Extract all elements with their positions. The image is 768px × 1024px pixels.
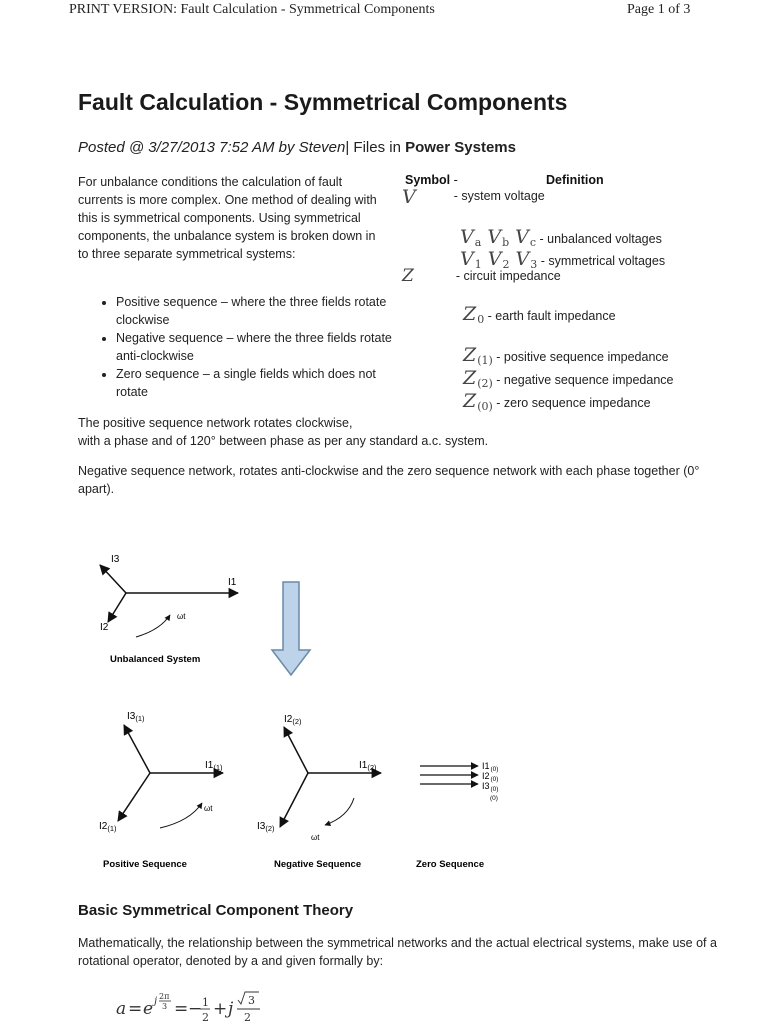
caption-unbalanced: Unbalanced System — [110, 654, 201, 665]
label-i2: I2 — [100, 622, 109, 633]
label-i3-positive: $I3_{(1)}$ — [127, 711, 145, 723]
symbol-row-unbalanced-voltages — [460, 226, 662, 249]
intro-paragraph: For unbalance conditions the calculation of fault currents is more complex. One method of dealing with this is symmetrical components. Using symmetrical components, the unbalance system is broken down in to three separate symmetrical systems: — [78, 175, 377, 261]
caption-positive: Positive Sequence — [103, 859, 187, 870]
svg-text:+: + — [213, 999, 228, 1019]
phasor-i2-negative — [284, 727, 308, 773]
svg-text:2: 2 — [244, 1011, 251, 1024]
label-i3-zero-sub: (0) — [490, 795, 498, 802]
negative-sequence-diagram — [257, 714, 381, 870]
symbol-row-earth-fault — [463, 303, 616, 326]
svg-text:=: = — [174, 999, 189, 1019]
label-i1: I1 — [228, 577, 237, 588]
symbol-z1: $Z_{(1)}$ — [463, 344, 493, 367]
symbol-header — [405, 173, 458, 187]
label-omega-t: ωt — [177, 612, 186, 621]
symbol-definition: - negative sequence impedance — [492, 373, 674, 387]
symbol-v1-v2-v3: $V_1$ $V_2$ $V_3$ — [460, 248, 538, 271]
label-omega-t-positive: ωt — [204, 804, 213, 813]
label-i3: I3 — [111, 554, 120, 565]
rotation-arc-negative — [325, 798, 354, 825]
caption-negative: Negative Sequence — [274, 859, 362, 870]
rotational-operator-formula — [116, 984, 286, 1024]
symbol-z: Z — [402, 266, 414, 286]
unbalanced-system-diagram — [100, 554, 238, 665]
label-i1-zero: $I1_{(0)}$ — [482, 761, 499, 773]
files-in-label: | Files in — [345, 139, 406, 156]
label-i2-negative: $I2_{(2)}$ — [284, 714, 302, 726]
symbol-header-label: Symbol — [405, 173, 451, 187]
symbol-definition: - unbalanced voltages — [536, 232, 662, 246]
positive-sequence-diagram — [99, 711, 223, 870]
posted-line — [78, 139, 516, 156]
list-item: • Positive sequence – where the three fields rotate clockwise — [116, 293, 406, 329]
print-header-title: PRINT VERSION: Fault Calculation - Symmetrical Components — [69, 2, 435, 17]
zero-sequence-diagram — [416, 761, 498, 870]
svg-text:2: 2 — [202, 1011, 209, 1024]
phasor-i2-positive — [118, 773, 150, 821]
section-heading: Basic Symmetrical Component Theory — [78, 902, 354, 919]
svg-text:j: j — [228, 999, 234, 1019]
label-i3-zero: $I3_{(0)}$ — [482, 781, 499, 793]
symbol-row-voltage — [402, 186, 545, 208]
article-title: Fault Calculation - Symmetrical Components — [78, 89, 568, 115]
phasor-i3-positive — [124, 725, 150, 773]
symbol-row-zero-seq — [463, 390, 651, 413]
rotation-arc-positive — [160, 803, 202, 828]
posted-date-author: Posted @ 3/27/2013 7:52 AM by Steven — [78, 139, 346, 156]
theory-paragraph: Mathematically, the relationship between the symmetrical networks and the actual electrical systems, make use of a rotational operator, denoted by a and given formally by: — [78, 936, 717, 968]
symbol-definition: - zero sequence impedance — [492, 396, 651, 410]
svg-text:j: j — [154, 996, 158, 1007]
svg-text:e: e — [143, 999, 154, 1019]
label-omega-t-negative: ωt — [311, 833, 320, 842]
svg-text:2π: 2π — [159, 992, 170, 1001]
list-item: • Negative sequence – where the three fields rotate anti-clockwise — [116, 329, 406, 365]
phasor-i3-negative — [280, 773, 308, 827]
definition-header: Definition — [546, 173, 604, 187]
symbol-va-vb-vc: $V_a$ $V_b$ $V_c$ — [460, 226, 537, 249]
label-i1-positive: $I1_{(1)}$ — [205, 760, 223, 772]
label-i1-negative: $I1_{(2)}$ — [359, 760, 377, 772]
label-i2-positive: $I2_{(1)}$ — [99, 821, 117, 833]
category-link[interactable]: Power Systems — [405, 139, 516, 156]
caption-zero: Zero Sequence — [416, 859, 485, 870]
symbol-z2: $Z_{(2)}$ — [463, 367, 493, 390]
svg-text:=: = — [128, 999, 143, 1019]
symbol-definition: - positive sequence impedance — [492, 350, 669, 364]
phasor-i2 — [108, 593, 126, 622]
symbol-v: V — [402, 186, 416, 208]
svg-text:3: 3 — [248, 994, 255, 1007]
phasor-diagram — [78, 545, 518, 880]
symbol-row-impedance — [402, 266, 561, 286]
print-header-page: Page 1 of 3 — [627, 2, 691, 17]
phasor-i3 — [100, 565, 126, 593]
svg-text:a: a — [116, 999, 127, 1019]
symbol-z0-seq: $Z_{(0)}$ — [463, 390, 493, 413]
sequence-list — [98, 293, 406, 401]
negative-sequence-paragraph: Negative sequence network, rotates anti-clockwise and the zero sequence network with each phase together (0° apart). — [78, 464, 700, 496]
svg-text:3: 3 — [162, 1002, 168, 1011]
svg-text:1: 1 — [202, 996, 209, 1009]
rotation-paragraph: The positive sequence network rotates clockwise, with a phase and of 120° between phase as per any standard a.c. system. — [78, 416, 489, 448]
symbol-header-sep: - — [450, 173, 458, 187]
symbol-definition: - symmetrical voltages — [537, 254, 666, 268]
symbol-definition: - system voltage — [453, 189, 545, 203]
rotation-arc — [136, 615, 170, 637]
symbol-definition: - earth fault impedance — [484, 309, 616, 323]
svg-text:−: − — [188, 999, 203, 1019]
label-i2-zero: $I2_{(0)}$ — [482, 771, 499, 783]
list-item: • Zero sequence – a single fields which does not rotate — [116, 365, 406, 401]
label-i3-negative: $I3_{(2)}$ — [257, 821, 275, 833]
symbol-row-negative-seq — [463, 367, 673, 390]
down-arrow-icon — [272, 582, 310, 675]
symbol-definition: - circuit impedance — [455, 269, 561, 283]
symbol-z0: $Z_0$ — [463, 303, 485, 326]
symbol-row-positive-seq — [463, 344, 669, 367]
